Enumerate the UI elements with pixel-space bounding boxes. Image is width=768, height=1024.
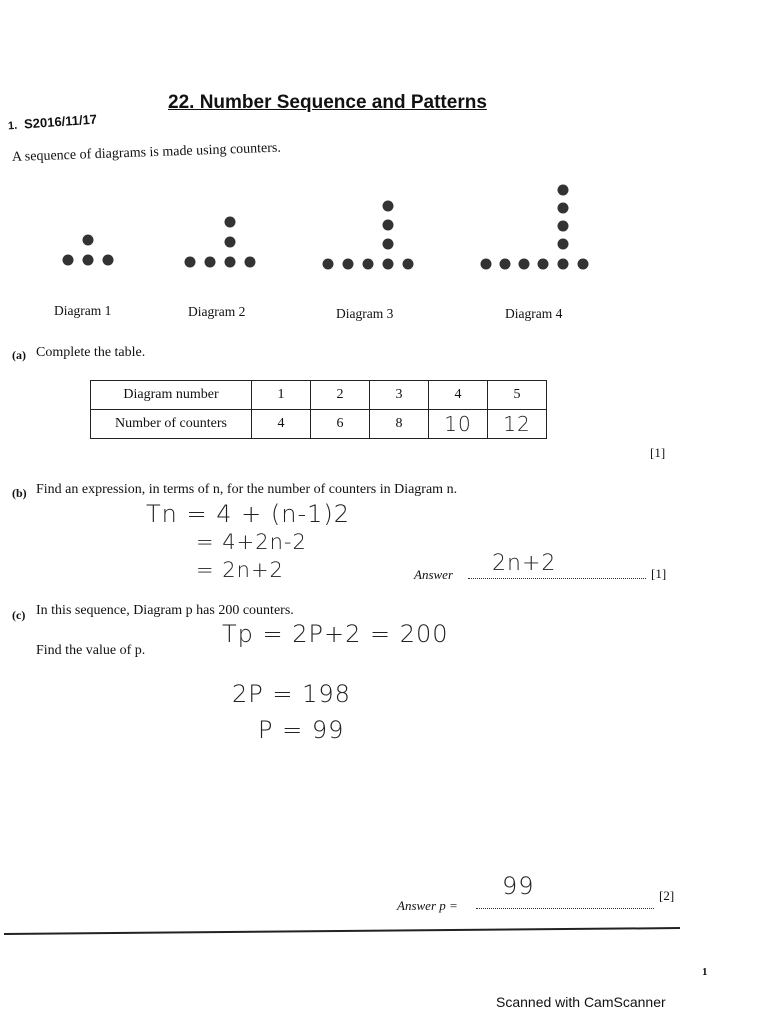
diagram-4-counters bbox=[481, 185, 589, 270]
part-a-label: (a) bbox=[12, 348, 26, 362]
diagram-4-label: Diagram 4 bbox=[505, 306, 563, 321]
part-b-label: (b) bbox=[12, 486, 27, 500]
diagram-1-label: Diagram 1 bbox=[54, 303, 112, 318]
scanner-footer: Scanned with CamScanner bbox=[496, 994, 666, 1010]
question-reference: S2016/11/17 bbox=[23, 111, 98, 132]
table-cell: 4 bbox=[252, 410, 311, 439]
diagram-3-label: Diagram 3 bbox=[336, 306, 394, 321]
part-c-text: In this sequence, Diagram p has 200 counters. bbox=[36, 603, 294, 618]
part-b-mark: [1] bbox=[651, 566, 667, 581]
part-c-label: (c) bbox=[12, 608, 26, 622]
page-divider bbox=[4, 927, 680, 935]
part-c-work-line: Tp = 2P+2 = 200 bbox=[222, 620, 449, 648]
table-cell: 8 bbox=[370, 410, 429, 439]
counters-table bbox=[90, 380, 547, 439]
table-header-number-of-counters: Number of counters bbox=[91, 410, 252, 439]
table-cell: 6 bbox=[311, 410, 370, 439]
diagram-1-counters bbox=[63, 235, 114, 266]
part-b-answer-label: Answer bbox=[414, 567, 453, 582]
table-cell: 2 bbox=[311, 381, 370, 410]
table-cell: 3 bbox=[370, 381, 429, 410]
table-row-number-of-counters bbox=[91, 410, 547, 439]
part-b-work-line: = 4+2n-2 bbox=[196, 530, 307, 554]
part-b-text: Find an expression, in terms of n, for the number of counters in Diagram n. bbox=[36, 482, 458, 497]
part-c-subtext: Find the value of p. bbox=[36, 643, 146, 658]
part-c-mark: [2] bbox=[659, 888, 675, 903]
diagram-2-label: Diagram 2 bbox=[188, 304, 246, 319]
part-c-work-line: P = 99 bbox=[258, 716, 345, 744]
diagram-3-counters bbox=[323, 201, 414, 270]
part-b-work-line: Tn = 4 + (n-1)2 bbox=[146, 500, 351, 528]
part-b-answer: 2n+2 bbox=[492, 551, 557, 576]
counter-diagrams bbox=[40, 176, 620, 276]
table-cell: 1 bbox=[252, 381, 311, 410]
question-number: 1. bbox=[7, 119, 18, 133]
table-cell: 4 bbox=[429, 381, 488, 410]
part-c-answer: 99 bbox=[502, 872, 535, 900]
part-a-mark: [1] bbox=[650, 445, 666, 460]
table-row-diagram-number bbox=[91, 381, 547, 410]
part-c-answer-label: Answer p = bbox=[397, 898, 458, 913]
table-cell: 5 bbox=[488, 381, 547, 410]
handwritten-answer-cell: 12 bbox=[488, 410, 547, 439]
handwritten-answer-cell: 10 bbox=[429, 410, 488, 439]
part-c-work-line: 2P = 198 bbox=[232, 680, 351, 708]
diagram-2-counters bbox=[185, 217, 256, 268]
part-b-work-line: = 2n+2 bbox=[196, 558, 284, 582]
page-number: 1 bbox=[702, 966, 708, 978]
part-a-text: Complete the table. bbox=[36, 345, 146, 360]
page-title: 22. Number Sequence and Patterns bbox=[168, 92, 487, 113]
table-header-diagram-number: Diagram number bbox=[91, 381, 252, 410]
question-intro: A sequence of diagrams is made using counters. bbox=[11, 140, 282, 165]
